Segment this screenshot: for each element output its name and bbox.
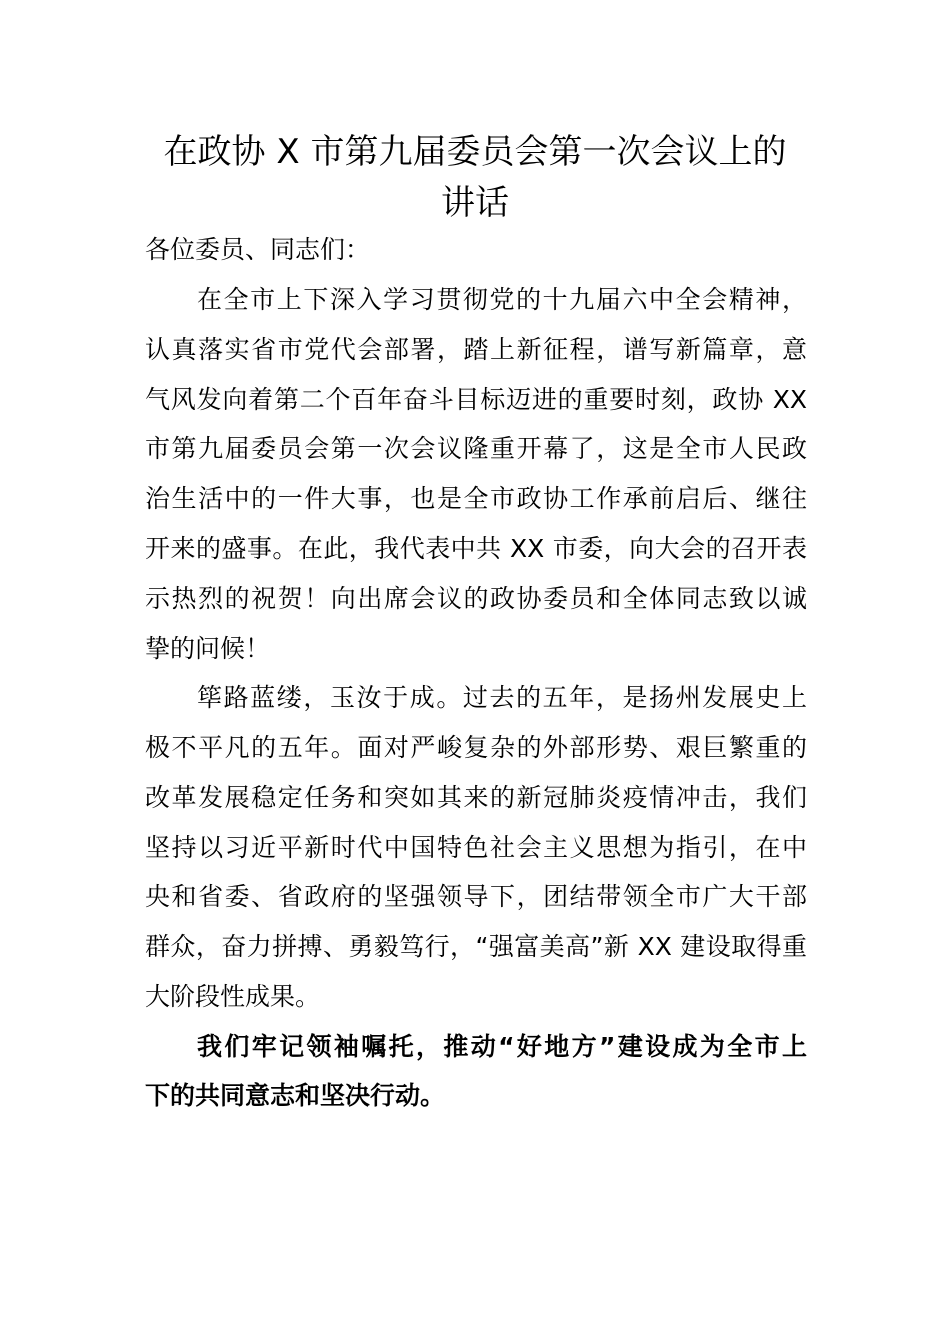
paragraph-line: 示热烈的祝贺！向出席会议的政协委员和全体同志致以诚 — [145, 584, 807, 613]
paragraph-line: 大阶段性成果。 — [145, 982, 321, 1011]
paragraph-line: 央和省委、省政府的坚强领导下，团结带领全市广大干部 — [145, 882, 807, 911]
paragraph-line: 筚路蓝缕，玉汝于成。过去的五年，是扬州发展史上 — [197, 683, 807, 712]
paragraph-line: 下的共同意志和坚决行动。 — [145, 1081, 446, 1110]
paragraph-line: 改革发展稳定任务和突如其来的新冠肺炎疫情冲击，我们 — [145, 783, 807, 812]
paragraph-line: 在全市上下深入学习贯彻党的十九届六中全会精神， — [197, 285, 807, 314]
salutation: 各位委员、同志们： — [145, 235, 371, 264]
paragraph-line: 挚的问候！ — [145, 634, 271, 663]
paragraph-line: 市第九届委员会第一次会议隆重开幕了，这是全市人民政 — [145, 434, 807, 463]
document-title-line-1: 在政协 X 市第九届委员会第一次会议上的 — [163, 132, 787, 172]
paragraph-line: 治生活中的一件大事，也是全市政协工作承前启后、继往 — [145, 484, 807, 513]
paragraph-line: 认真落实省市党代会部署，踏上新征程，谱写新篇章，意 — [145, 335, 807, 364]
paragraph-line: 群众，奋力拼搏、勇毅笃行，“强富美高”新 XX 建设取得重 — [145, 932, 807, 961]
paragraph-line: 开来的盛事。在此，我代表中共 XX 市委，向大会的召开表 — [145, 534, 807, 563]
paragraph-line: 极不平凡的五年。面对严峻复杂的外部形势、艰巨繁重的 — [145, 733, 807, 762]
paragraph-line: 气风发向着第二个百年奋斗目标迈进的重要时刻，政协 XX — [145, 385, 807, 414]
paragraph-line: 坚持以习近平新时代中国特色社会主义思想为指引，在中 — [145, 833, 807, 862]
paragraph-line: 我们牢记领袖嘱托，推动“好地方”建设成为全市上 — [197, 1032, 807, 1061]
document-title-line-2: 讲话 — [441, 183, 509, 223]
